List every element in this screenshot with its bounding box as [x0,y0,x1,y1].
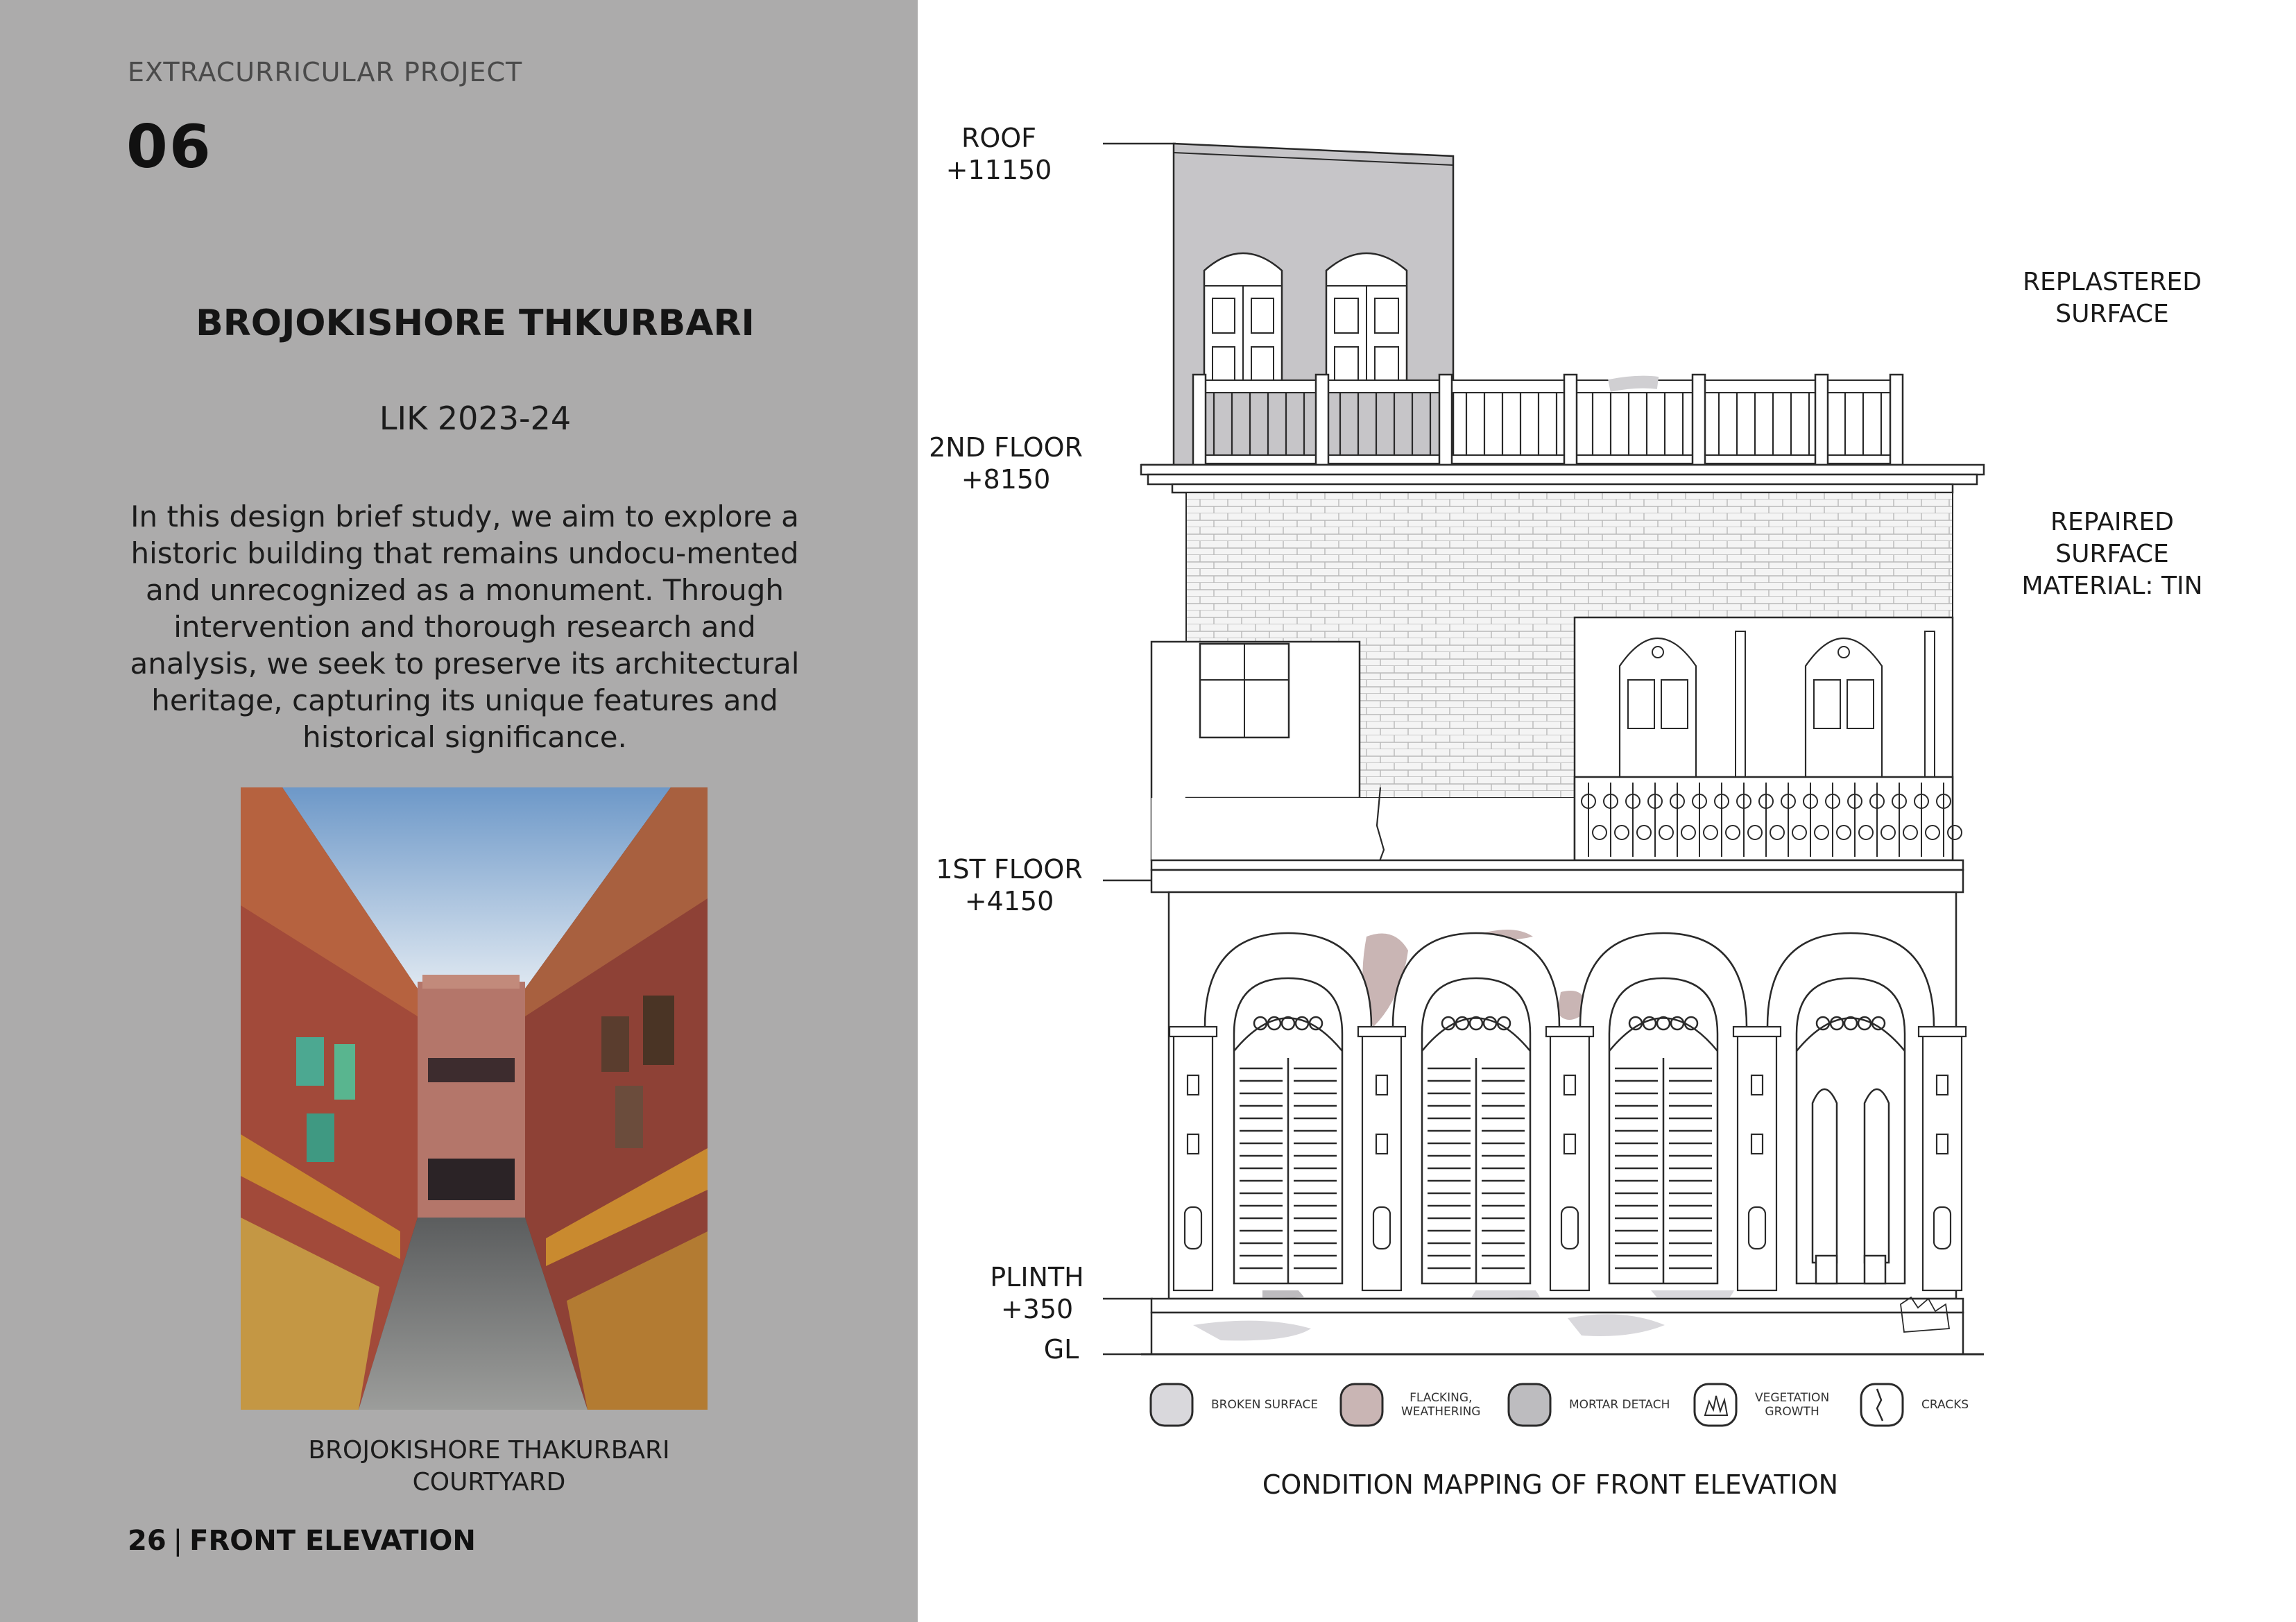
ornamental-balcony-railing [1575,777,1953,860]
legend-cracks [1859,1382,1969,1428]
drawing-caption: CONDITION MAPPING OF FRONT ELEVATION [1262,1469,1839,1500]
level-label-roof [936,122,1061,186]
page-footer [128,1525,476,1557]
page-number: 26 [128,1525,166,1557]
project-description: In this design brief study, we aim to explore a historic building that remains undocu-mented and unrecognized as a monument. Through intervention and thorough research and analysis, we seek to preserve its architectural heritage, capturing its unique features and historical significance. [130,500,800,754]
annotation-replastered [1998,266,2227,330]
pilaster-ornament [1188,1075,1199,1095]
legend-label-broken: BROKEN SURFACE [1211,1398,1319,1412]
arch-bay [1205,933,1371,1290]
level-2nd-floor-value: +8150 [961,464,1051,495]
pilaster [1546,1027,1593,1290]
balcony-door-right [1806,638,1882,787]
front-elevation-drawing [1082,125,2012,1374]
level-roof-name: ROOF [961,123,1037,153]
pilaster-capital [1919,1027,1966,1036]
arch-bay [1393,933,1559,1290]
pilaster-ornament [1564,1075,1575,1095]
legend-mortar-detach [1507,1382,1670,1428]
pilaster-ornament [1376,1075,1387,1095]
balcony-door-left [1620,638,1696,787]
annotation-repaired-line2: SURFACE [2055,540,2169,568]
pilaster [1733,1027,1781,1290]
level-label-2nd-floor [916,432,1096,495]
pilaster [1170,1027,1217,1290]
flacking-swatch [1339,1382,1385,1428]
pilaster-niche [1934,1207,1951,1249]
section-eyebrow: EXTRACURRICULAR PROJECT [128,57,523,87]
pilaster-shaft [1362,1034,1401,1290]
legend-label-cracks: CRACKS [1921,1398,1969,1412]
pilaster-niche [1373,1207,1390,1249]
project-title: BROJOKISHORE THKURBARI [196,302,755,344]
pilaster-shaft [1174,1034,1213,1290]
level-plinth-value: +350 [1000,1294,1074,1324]
legend-label-flacking: FLACKING, WEATHERING [1401,1391,1481,1419]
arch-bay [1580,933,1747,1290]
pilaster-ornament [1188,1134,1199,1154]
pilaster-niche [1185,1207,1201,1249]
legend-label-mortar: MORTAR DETACH [1569,1398,1670,1412]
legend-label-vegetation: VEGETATION GROWTH [1755,1391,1830,1419]
level-roof-value: +11150 [945,155,1052,185]
pilaster-ornament [1376,1134,1387,1154]
level-1st-floor-value: +4150 [964,886,1054,916]
vegetation-icon [1693,1382,1738,1428]
project-number: 06 [126,112,212,182]
pilaster-ornament [1937,1134,1948,1154]
pilaster [1358,1027,1405,1290]
pilaster [1919,1027,1966,1290]
arch-bay [1767,933,1934,1290]
pilaster-shaft [1550,1034,1589,1290]
courtyard-photo [241,787,708,1410]
footer-section: FRONT ELEVATION [189,1525,476,1557]
footer-separator: | [173,1525,183,1557]
legend-vegetation-growth [1693,1382,1829,1428]
level-label-1st-floor [923,853,1096,917]
photo-caption-line1: BROJOKISHORE THAKURBARI [308,1436,670,1465]
cracks-icon [1859,1382,1905,1428]
door-kick-panel [1816,1256,1837,1283]
pilaster-capital [1170,1027,1217,1036]
pilaster-capital [1733,1027,1781,1036]
annotation-replastered-line2: SURFACE [2055,300,2169,328]
pilaster-capital [1358,1027,1405,1036]
photo-caption [250,1435,728,1499]
annotation-repaired-line1: REPAIRED [2050,508,2174,536]
level-gl-name: GL [1043,1334,1079,1365]
plinth [1151,1299,1963,1313]
level-2nd-floor-name: 2ND FLOOR [929,432,1083,463]
level-1st-floor-name: 1ST FLOOR [936,854,1083,885]
legend-broken-surface [1149,1382,1318,1428]
pilaster-shaft [1923,1034,1962,1290]
door-panel-right [1865,1089,1889,1263]
pilaster-shaft [1738,1034,1776,1290]
annotation-replastered-line1: REPLASTERED [2022,268,2202,296]
second-floor-cornice [1141,465,1984,475]
mortar-detach-swatch [1507,1382,1552,1428]
photo-caption-line2: COURTYARD [412,1468,566,1496]
annotation-repaired [1998,506,2227,602]
pilaster-niche [1749,1207,1765,1249]
legend-flacking-weathering [1339,1382,1480,1428]
railing-top-rail [1200,380,1897,393]
project-subtitle: LIK 2023-24 [379,400,572,437]
pilaster-ornament [1751,1134,1763,1154]
pilaster-niche [1561,1207,1578,1249]
door-kick-panel [1865,1256,1885,1283]
annotation-repaired-line3: MATERIAL: TIN [2021,572,2203,600]
broken-surface-swatch [1149,1382,1194,1428]
door-panel-left [1813,1089,1837,1263]
pilaster-ornament [1937,1075,1948,1095]
pilaster-capital [1546,1027,1593,1036]
level-plinth-name: PLINTH [990,1262,1084,1292]
pilaster-ornament [1564,1134,1575,1154]
pilaster-ornament [1751,1075,1763,1095]
